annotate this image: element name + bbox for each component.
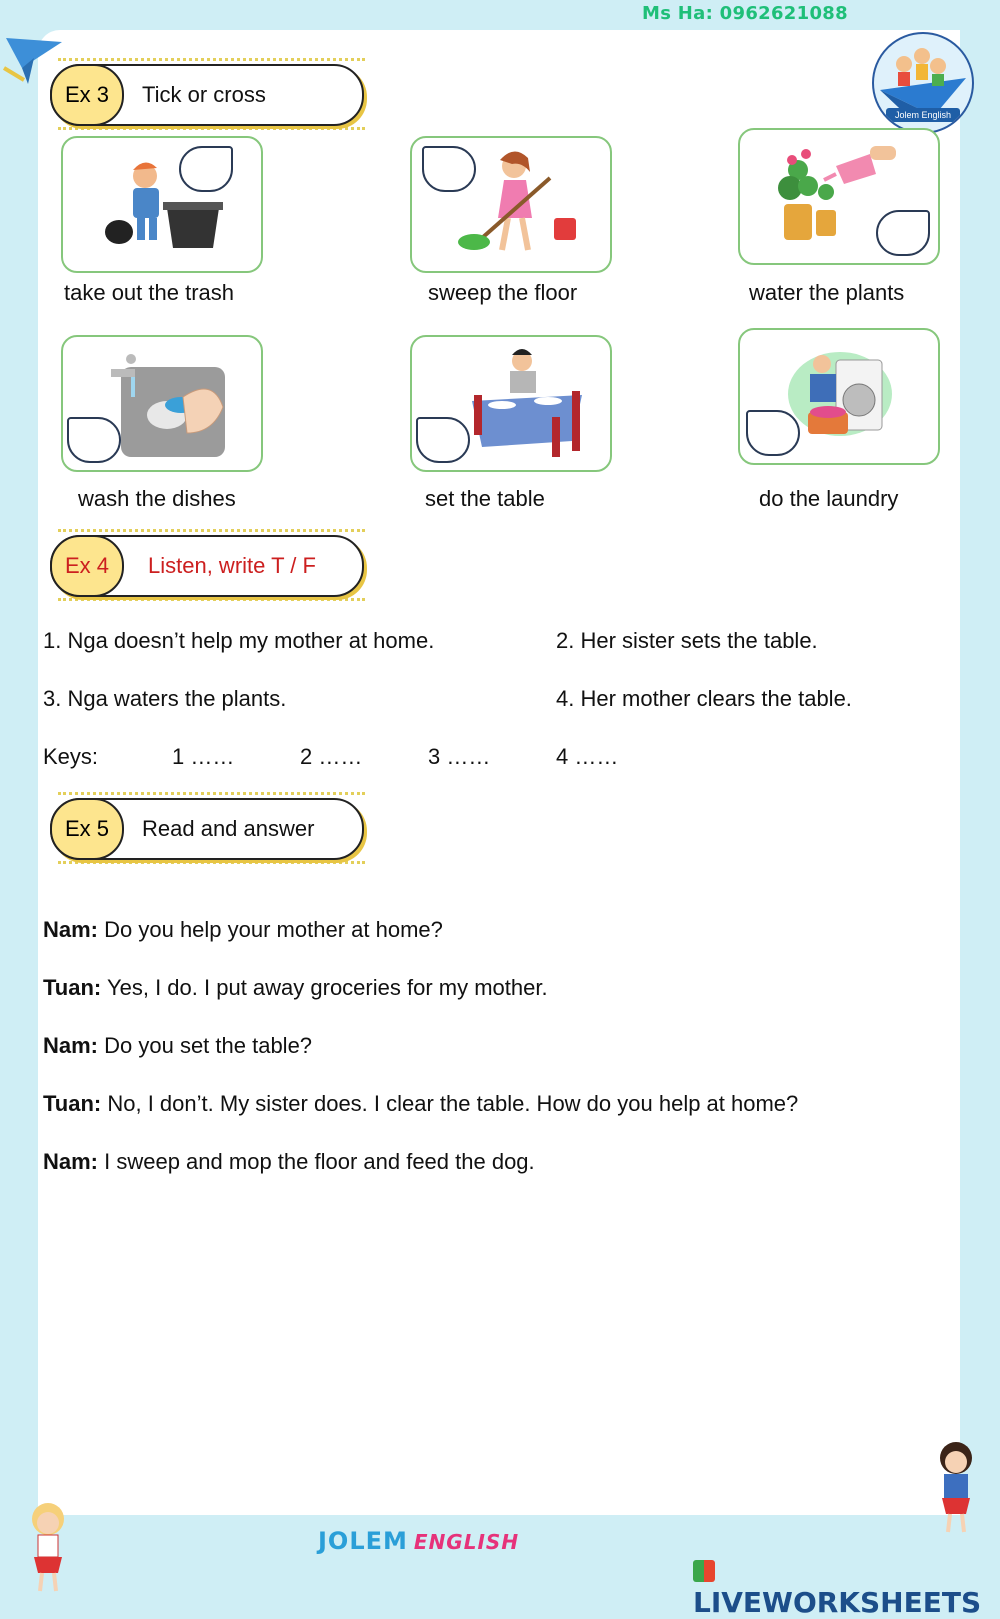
ex3-header [50, 64, 363, 124]
statement-1: 1. Nga doesn’t help my mother at home. [43, 628, 435, 653]
exercise-number-badge: Ex 4 [50, 535, 124, 597]
statement-4: 4. Her mother clears the table. [556, 686, 852, 711]
exercise-title: Tick or cross [142, 82, 266, 107]
dialogue-line [43, 1033, 312, 1059]
speaker-name: Nam: [43, 917, 99, 942]
tick-box[interactable] [746, 410, 800, 456]
speaker-name: Tuan: [43, 1091, 102, 1116]
dialogue-text: Do you set the table? [98, 1033, 313, 1058]
picture-card-trash [61, 136, 263, 273]
statement-2: 2. Her sister sets the table. [556, 628, 818, 653]
speaker-name: Nam: [43, 1033, 99, 1058]
dialogue-text: Do you help your mother at home? [98, 917, 443, 942]
jolem-english-logo [872, 32, 974, 134]
tick-box[interactable] [179, 146, 233, 192]
exercise-number-badge: Ex 3 [50, 64, 124, 126]
ex5-header [50, 798, 363, 858]
speaker-name: Nam: [43, 1149, 99, 1174]
dialogue-line [43, 917, 443, 943]
picture-card-laundry [738, 328, 940, 465]
logo-ribbon: Jolem English [886, 108, 960, 122]
tick-box[interactable] [422, 146, 476, 192]
picture-card-sweep [410, 136, 612, 273]
dialogue-line [43, 975, 548, 1001]
dialogue-line [43, 1149, 535, 1175]
exercise-title: Read and answer [142, 816, 315, 841]
tick-box[interactable] [67, 417, 121, 463]
picture-card-dishes [61, 335, 263, 472]
girl-mascot-right-icon [926, 1436, 986, 1536]
picture-card-table [410, 335, 612, 472]
dialogue-text: Yes, I do. I put away groceries for my mother. [101, 975, 548, 1000]
ex4-header [50, 535, 363, 595]
dialogue-text: I sweep and mop the floor and feed the dog. [98, 1149, 535, 1174]
answer-key-4[interactable]: 4 …… [556, 744, 619, 769]
liveworksheets-logo: LIVEWORKSHEETS [693, 1553, 1000, 1619]
speaker-name: Tuan: [43, 975, 102, 1000]
exercise-number-badge: Ex 5 [50, 798, 124, 860]
teacher-phone: Ms Ha: 0962621088 [642, 3, 848, 24]
keys-label: Keys: [43, 744, 99, 769]
caption-water: water the plants [749, 280, 905, 305]
answer-key-2[interactable]: 2 …… [300, 744, 363, 769]
caption-sweep: sweep the floor [428, 280, 578, 305]
dialogue-line [43, 1091, 798, 1117]
tick-box[interactable] [876, 210, 930, 256]
picture-card-water [738, 128, 940, 265]
jolem-footer-logo: JOLEM ENGLISH [318, 1527, 520, 1555]
statement-3: 3. Nga waters the plants. [43, 686, 287, 711]
caption-trash: take out the trash [64, 280, 234, 305]
answer-key-3[interactable]: 3 …… [428, 744, 491, 769]
caption-laundry: do the laundry [759, 486, 899, 511]
girl-mascot-left-icon [18, 1495, 78, 1595]
dialogue-text: No, I don’t. My sister does. I clear the table. How do you help at home? [101, 1091, 799, 1116]
answer-key-1[interactable]: 1 …… [172, 744, 235, 769]
caption-dishes: wash the dishes [78, 486, 236, 511]
tick-box[interactable] [416, 417, 470, 463]
exercise-title: Listen, write T / F [148, 553, 316, 578]
caption-table: set the table [425, 486, 545, 511]
liveworksheets-icon [693, 1560, 715, 1582]
